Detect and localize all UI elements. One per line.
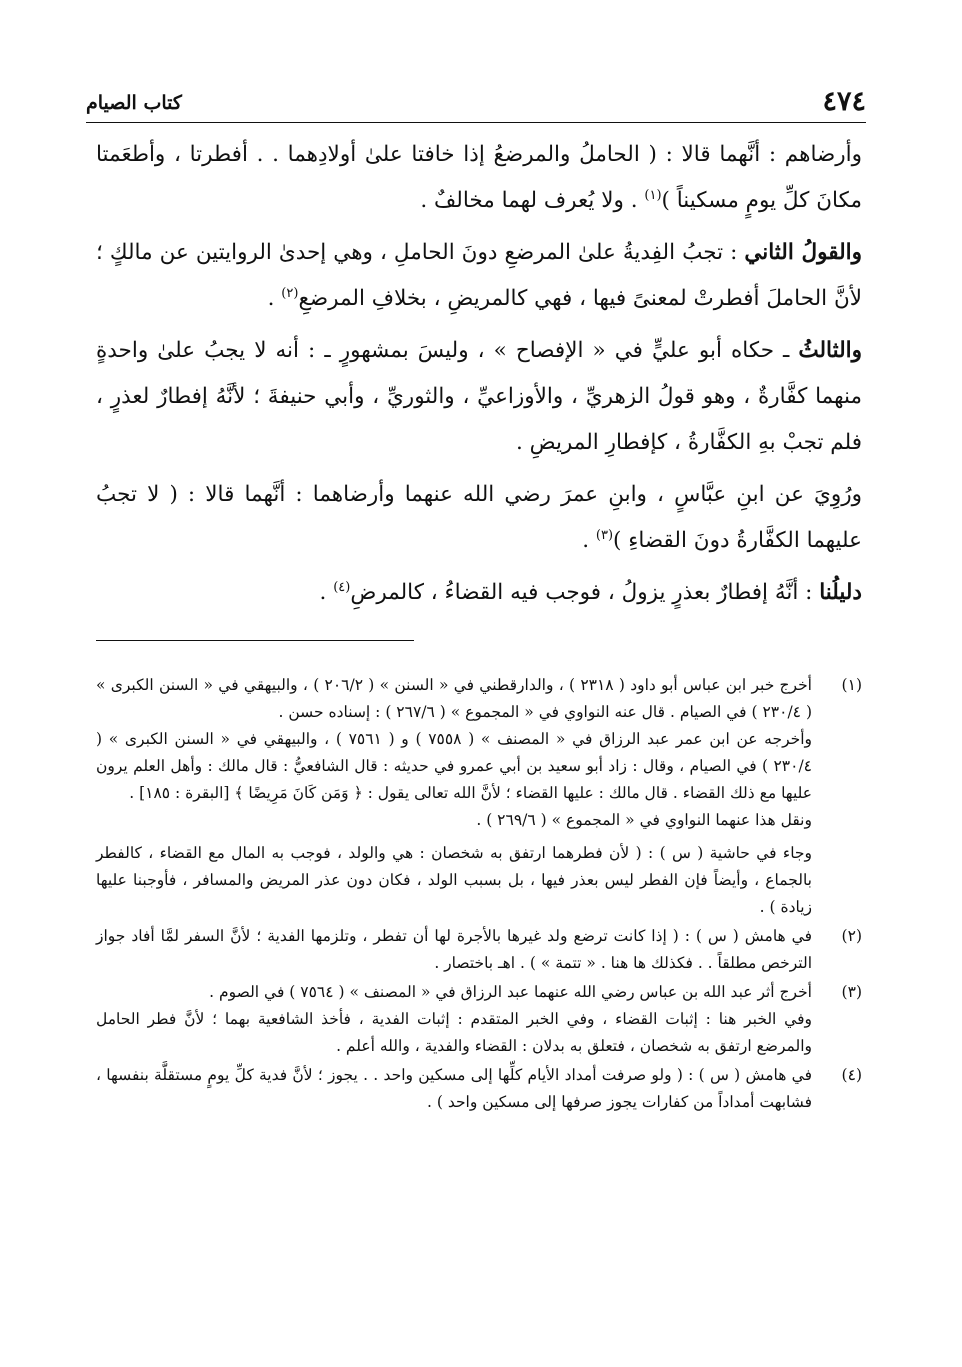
paragraph-1 (96, 132, 862, 224)
running-title: كتاب الصيام (86, 92, 182, 114)
main-text (96, 132, 862, 622)
footnotes (96, 672, 862, 1118)
footnote-3 (96, 979, 862, 1060)
footnote-number: (٢) (841, 927, 862, 945)
paragraph-4 (96, 472, 862, 564)
footnote-2 (96, 923, 862, 977)
footnote-number: (٤) (841, 1066, 862, 1084)
paragraph-lead: والثالثُ (798, 338, 862, 363)
page-header (86, 86, 866, 123)
footnote-text: أخرج أثر عبد الله بن عباس رضي الله عنهما عبد الرزاق في « المصنف » ( ٧٥٦٤ ) في الصوم . (209, 983, 812, 1001)
paragraph-2 (96, 230, 862, 322)
footnote-text: ونقل هذا عنهما النواوي في « المجموع » ( ٢٦٩/٦ ) . (476, 811, 812, 829)
paragraph-text: . ولا يُعرف لهما مخالفٌ . (420, 188, 645, 213)
footnote-text: في هامش ( س ) : ( إذا كانت ترضع ولد غيرها بالأجرة لها أن تفطر ، وتلزمها الفدية ؛ لأنَّ السفر لمَّا أفاد جواز الترخص مطلقاً . . فكذلك ها هنا . « تتمة » ) . اهـ باختصار . (96, 927, 812, 972)
footnote-text: أخرج خبر ابن عباس أبو داود ( ٢٣١٨ ) ، والدارقطني في « السنن » ( ٢٠٦/٢ ) ، والبيهقي في « السنن الكبرى » ( ٢٣٠/٤ ) في الصيام . قال عنه النواوي في « المجموع » ( ٢٦٧/٦ ) : إسناده حسن . (96, 676, 812, 721)
footnote-text: وأخرجه عن ابن عمر عبد الرزاق في « المصنف » ( ٧٥٥٨ ) و ( ٧٥٦١ ) ، والبيهقي في « السنن الكبرى » ( ٢٣٠/٤ ) في الصيام ، وقال : زاد أبو سعيد بن أبي عمرو في حديثه : قال الشافعيُّ : قال مالك : وأهل العلم يرون عليها مع ذلك القضاء . قال مالك : عليها القضاء ؛ لأنَّ الله تعالى يقول : ﴿ وَمَن كَانَ مَرِيضًا ﴾ [البقرة : ١٨٥] . (96, 730, 813, 802)
paragraph-text: : أنَّهُ إفطارٌ بعذرٍ يزولُ ، فوجب فيه القضاءُ ، كالمرضِ (350, 580, 820, 605)
paragraph-text: . (267, 286, 282, 311)
footnote-text: وجاء في حاشية ( س ) : ( لأن فطرهما ارتفق به شخصان : هي والولد ، فوجب به المال مع القضاء ، كالفطر بالجماع ، وأيضاً فإن الفطر ليس بعذر فيها ، بل بسبب الولد ، فكان دون عذر المريض والمسافر ، فأوجبنا عليها زيادة ) . (96, 844, 812, 916)
footnote-number: (١) (841, 676, 862, 694)
footnote-1 (96, 672, 862, 921)
paragraph-5 (96, 570, 862, 616)
paragraph-text: : تجبُ الفِديةُ علىٰ المرضعِ دونَ الحاملِ ، وهي إحدىٰ الروايتين عن مالكٍ ؛ لأنَّ الحاملَ أفطرتْ لمعنىً فيها ، فهي كالمريضِ ، بخلافِ المرضعِ (96, 240, 862, 311)
footnote-text: في هامش ( س ) : ( ولو صرفت أمداد الأيام كلِّها إلى مسكين واحد . . يجوز ؛ لأنَّ فدية كلِّ يومٍ مستقلَّة بنفسها ، فشابهت أمداداً من كفارات يجوز صرفها إلى مسكين واحد ) . (96, 1066, 812, 1111)
page-number: ٤٧٤ (822, 86, 866, 117)
footnote-ref-1[interactable]: (١) (644, 187, 662, 203)
paragraph-lead: دليلُنا (819, 580, 862, 605)
paragraph-text: ورُوِيَ عن ابنِ عبَّاسٍ ، وابنِ عمرَ رضي الله عنهما وأرضاهما : أنَّهما قالا : ( لا تجبُ عليهما الكفَّارةُ دونَ القضاءِ ) (96, 482, 862, 553)
paragraph-text: ـ حكاه أبو عليٍّ في « الإفصاح » ، وليسَ بمشهورٍ ـ : أنه لا يجبُ علىٰ واحدةٍ منهما كفَّارةٌ ، وهو قولُ الزهريِّ ، والأوزاعيِّ ، والثوريِّ ، وأبي حنيفةَ ؛ لأنَّهُ إفطارٌ لعذرٍ ، فلم تجبْ بهِ الكفَّارةُ ، كإفطارِ المريضِ . (96, 338, 862, 455)
footnote-ref-4[interactable]: (٤) (333, 579, 351, 595)
paragraph-3 (96, 328, 862, 466)
paragraph-lead: والقولُ الثاني (744, 240, 862, 265)
paragraph-text: وأرضاهم : أنَّهما قالا : ( الحاملُ والمرضعُ إذا خافتا علىٰ أولادِهما . . أفطرتا ، وأطعَمتا مكانَ كلِّ يومٍ مسكيناً ) (96, 142, 862, 213)
footnote-text: وفي الخبر هنا : إثبات القضاء ، وفي الخبر المتقدم : إثبات الفدية ، فأخذ الشافعية بهما ؛ لأنَّ فطر الحامل والمرضع ارتفق به شخصان ، فتعلق به بدلان : القضاء والفدية ، والله أعلم . (96, 1010, 812, 1055)
footnote-ref-3[interactable]: (٣) (595, 527, 614, 543)
footnote-number: (٣) (841, 983, 862, 1001)
footnote-divider (96, 640, 414, 641)
paragraph-text: . (319, 580, 334, 605)
paragraph-text: . (582, 528, 596, 553)
footnote-ref-2[interactable]: (٢) (281, 285, 299, 301)
footnote-4 (96, 1062, 862, 1116)
